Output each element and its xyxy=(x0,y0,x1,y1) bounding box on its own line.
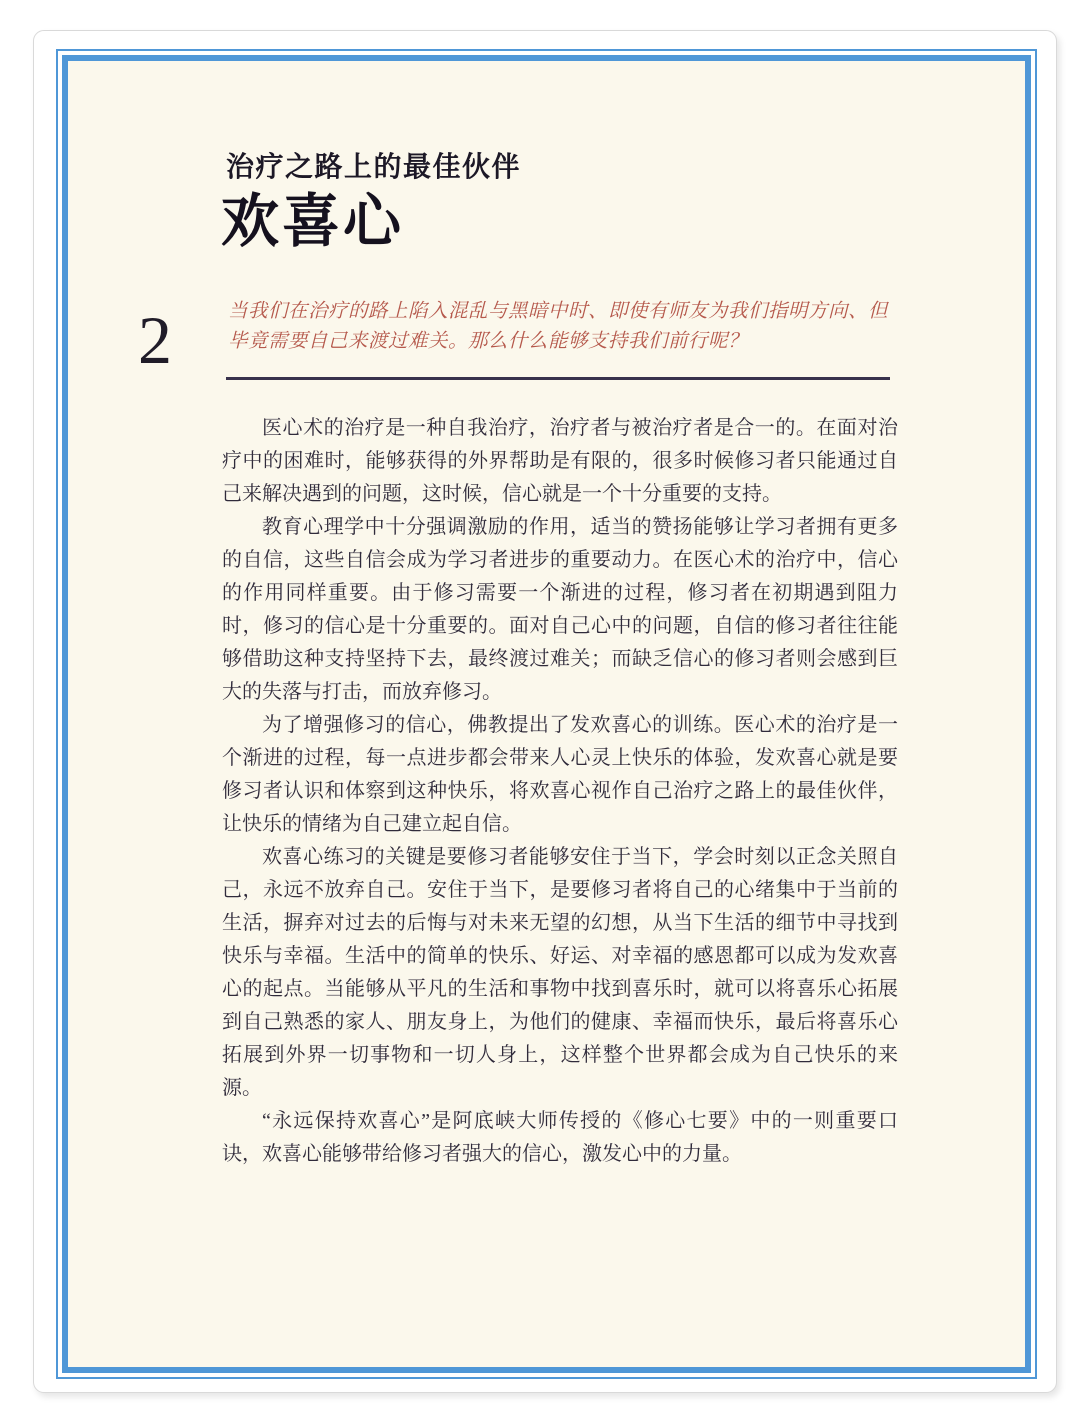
chapter-number: 2 xyxy=(138,302,172,378)
body-paragraph: 教育心理学中十分强调激励的作用，适当的赞扬能够让学习者拥有更多的自信，这些自信会成为学习者进步的重要动力。在医心术的治疗中，信心的作用同样重要。由于修习需要一个渐进的过程，修习者在初期遇到阻力时，修习的信心是十分重要的。面对自己心中的问题，自信的修习者往往能够借助这种支持坚持下去，最终渡过难关；而缺乏信心的修习者则会感到巨大的失落与打击，而放弃修习。 xyxy=(222,516,898,703)
section-divider xyxy=(226,377,890,380)
chapter-kicker: 治疗之路上的最佳伙伴 xyxy=(226,151,522,182)
chapter-lede: 当我们在治疗的路上陷入混乱与黑暗中时、即使有师友为我们指明方向、但毕竟需要自己来渡过难关。那么什么能够支持我们前行呢？ xyxy=(228,301,889,352)
body-paragraph: “永远保持欢喜心”是阿底峡大师传授的《修心七要》中的一则重要口诀，欢喜心能够带给修习者强大的信心，激发心中的力量。 xyxy=(222,1110,898,1165)
body-paragraph: 为了增强修习的信心，佛教提出了发欢喜心的训练。医心术的治疗是一个渐进的过程，每一点进步都会带来人心灵上快乐的体验，发欢喜心就是要修习者认识和体察到这种快乐，将欢喜心视作自己治疗之路上的最佳伙伴，让快乐的情绪为自己建立起自信。 xyxy=(222,714,898,835)
body-text xyxy=(222,412,898,1171)
body-paragraph: 欢喜心练习的关键是要修习者能够安住于当下，学会时刻以正念关照自己，永远不放弃自己。安住于当下，是要修习者将自己的心绪集中于当前的生活，摒弃对过去的后悔与对未来无望的幻想，从当下生活的细节中寻找到快乐与幸福。生活中的简单的快乐、好运、对幸福的感恩都可以成为发欢喜心的起点。当能够从平凡的生活和事物中找到喜乐时，就可以将喜乐心拓展到自己熟悉的家人、朋友身上，为他们的健康、幸福而快乐，最后将喜乐心拓展到外界一切事物和一切人身上，这样整个世界都会成为自己快乐的来源。 xyxy=(222,846,898,1099)
chapter-title: 欢喜心 xyxy=(221,189,405,254)
body-paragraph: 医心术的治疗是一种自我治疗，治疗者与被治疗者是合一的。在面对治疗中的困难时，能够获得的外界帮助是有限的，很多时候修习者只能通过自己来解决遇到的问题，这时候，信心就是一个十分重要的支持。 xyxy=(222,417,898,505)
